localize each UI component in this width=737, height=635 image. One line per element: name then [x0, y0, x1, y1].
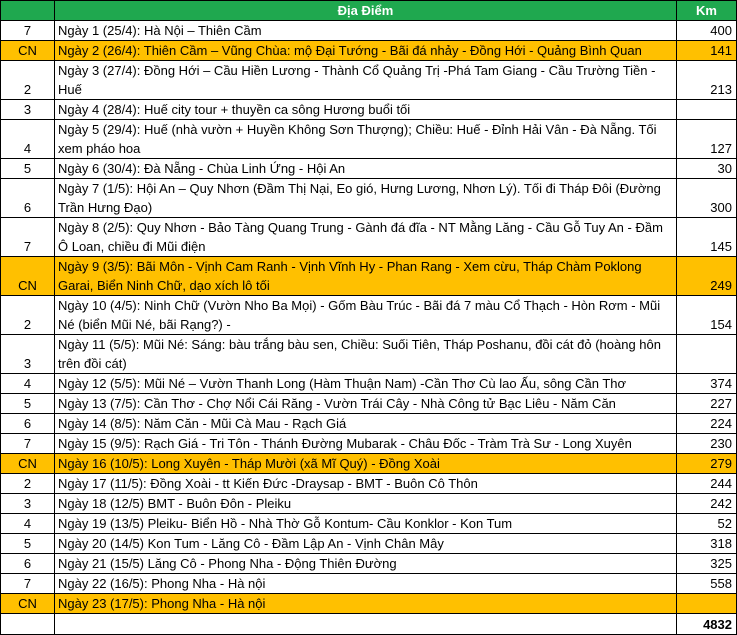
km-cell: 249 [677, 257, 737, 296]
place-cell: Ngày 16 (10/5): Long Xuyên - Tháp Mười (xã Mĩ Quý) - Đồng Xoài [55, 454, 677, 474]
km-cell: 127 [677, 120, 737, 159]
table-row [1, 120, 737, 159]
table-row [1, 554, 737, 574]
km-cell: 242 [677, 494, 737, 514]
day-cell: CN [1, 257, 55, 296]
day-cell: 5 [1, 534, 55, 554]
day-cell: 2 [1, 474, 55, 494]
km-cell [677, 100, 737, 120]
place-cell: Ngày 4 (28/4): Huế city tour + thuyền ca sông Hương buổi tối [55, 100, 677, 120]
place-cell: Ngày 15 (9/5): Rạch Giá - Tri Tôn - Thánh Đường Mubarak - Châu Đốc - Tràm Trà Sư - Long Xuyên [55, 434, 677, 454]
km-cell: 300 [677, 179, 737, 218]
table-row [1, 534, 737, 554]
place-cell: Ngày 20 (14/5) Kon Tum - Lăng Cô - Đầm Lập An - Vịnh Chân Mây [55, 534, 677, 554]
place-cell: Ngày 9 (3/5): Bãi Môn - Vịnh Cam Ranh - Vịnh Vĩnh Hy - Phan Rang - Xem cừu, Tháp Chàm Poklong Garai, Biển Ninh Chữ, dạo xích lô tối [55, 257, 677, 296]
day-cell: 7 [1, 21, 55, 41]
day-cell: CN [1, 594, 55, 614]
place-cell: Ngày 19 (13/5) Pleiku- Biển Hồ - Nhà Thờ Gỗ Kontum- Cầu Konklor - Kon Tum [55, 514, 677, 534]
table-row [1, 434, 737, 454]
table-row [1, 494, 737, 514]
table-row [1, 296, 737, 335]
table-row [1, 414, 737, 434]
km-cell: 145 [677, 218, 737, 257]
km-cell: 30 [677, 159, 737, 179]
day-cell: 5 [1, 394, 55, 414]
place-cell: Ngày 2 (26/4): Thiên Cầm – Vũng Chùa: mộ Đại Tướng - Bãi đá nhảy - Đồng Hới - Quảng Bình Quan [55, 41, 677, 61]
day-cell: 7 [1, 218, 55, 257]
km-cell: 154 [677, 296, 737, 335]
place-cell: Ngày 14 (8/5): Năm Căn - Mũi Cà Mau - Rạch Giá [55, 414, 677, 434]
place-cell: Ngày 10 (4/5): Ninh Chữ (Vườn Nho Ba Mọi) - Gốm Bàu Trúc - Bãi đá 7 màu Cổ Thạch - Hòn Rơm - Mũi Né (biển Mũi Né, bãi Rạng?) - [55, 296, 677, 335]
place-cell: Ngày 5 (29/4): Huế (nhà vườn + Huyền Không Sơn Thượng); Chiều: Huế - Đỉnh Hải Vân - Đà Nẵng. Tối xem pháo hoa [55, 120, 677, 159]
km-cell: 141 [677, 41, 737, 61]
table-row [1, 179, 737, 218]
place-cell: Ngày 22 (16/5): Phong Nha - Hà nội [55, 574, 677, 594]
place-cell: Ngày 8 (2/5): Quy Nhơn - Bảo Tàng Quang Trung - Gành đá đĩa - NT Mằng Lăng - Cầu Gỗ Tuy An - Đầm Ô Loan, chiều đi Mũi điện [55, 218, 677, 257]
table-row [1, 100, 737, 120]
place-cell: Ngày 18 (12/5) BMT - Buôn Đôn - Pleiku [55, 494, 677, 514]
km-cell: 558 [677, 574, 737, 594]
table-row [1, 218, 737, 257]
km-cell: 227 [677, 394, 737, 414]
km-cell: 374 [677, 374, 737, 394]
day-cell: 6 [1, 414, 55, 434]
table-row [1, 61, 737, 100]
place-cell: Ngày 1 (25/4): Hà Nội – Thiên Cầm [55, 21, 677, 41]
km-cell [677, 335, 737, 374]
table-row [1, 574, 737, 594]
km-cell: 318 [677, 534, 737, 554]
table-row [1, 474, 737, 494]
place-cell: Ngày 12 (5/5): Mũi Né – Vườn Thanh Long (Hàm Thuận Nam) -Cần Thơ Cù lao Ấu, sông Cần Thơ [55, 374, 677, 394]
km-cell: 325 [677, 554, 737, 574]
place-cell: Ngày 11 (5/5): Mũi Né: Sáng: bàu trắng bàu sen, Chiều: Suối Tiên, Tháp Poshanu, đồi cát đỏ (hoàng hôn trên đồi cát) [55, 335, 677, 374]
day-cell: CN [1, 41, 55, 61]
table-row [1, 394, 737, 414]
header-place: Địa Điểm [55, 1, 677, 21]
day-cell: 6 [1, 554, 55, 574]
table-row [1, 335, 737, 374]
place-cell: Ngày 6 (30/4): Đà Nẵng - Chùa Linh Ứng - Hội An [55, 159, 677, 179]
header-row [1, 1, 737, 21]
day-cell: 5 [1, 159, 55, 179]
place-cell: Ngày 23 (17/5): Phong Nha - Hà nội [55, 594, 677, 614]
km-cell: 279 [677, 454, 737, 474]
day-cell: 3 [1, 100, 55, 120]
day-cell: 4 [1, 120, 55, 159]
table-body [1, 21, 737, 614]
table-row [1, 514, 737, 534]
place-cell: Ngày 21 (15/5) Lăng Cô - Phong Nha - Động Thiên Đường [55, 554, 677, 574]
header-day [1, 1, 55, 21]
table-row [1, 454, 737, 474]
day-cell: 4 [1, 514, 55, 534]
day-cell: CN [1, 454, 55, 474]
km-cell [677, 594, 737, 614]
place-cell: Ngày 3 (27/4): Đồng Hới – Cầu Hiền Lương - Thành Cổ Quảng Trị -Phá Tam Giang - Cầu Trường Tiền - Huế [55, 61, 677, 100]
day-cell: 7 [1, 574, 55, 594]
day-cell: 3 [1, 335, 55, 374]
table-row [1, 374, 737, 394]
day-cell: 4 [1, 374, 55, 394]
header-km: Km [677, 1, 737, 21]
place-cell: Ngày 13 (7/5): Cần Thơ - Chợ Nổi Cái Răng - Vườn Trái Cây - Nhà Công tử Bạc Liêu - Năm Căn [55, 394, 677, 414]
km-cell: 213 [677, 61, 737, 100]
place-cell: Ngày 17 (11/5): Đồng Xoài - tt Kiến Đức -Draysap - BMT - Buôn Cô Thôn [55, 474, 677, 494]
day-cell: 6 [1, 179, 55, 218]
day-cell: 3 [1, 494, 55, 514]
total-km-cell: 4832 [677, 614, 737, 635]
km-cell: 244 [677, 474, 737, 494]
km-cell: 224 [677, 414, 737, 434]
day-cell: 2 [1, 296, 55, 335]
table-row [1, 594, 737, 614]
place-cell: Ngày 7 (1/5): Hội An – Quy Nhơn (Đầm Thị Nại, Eo gió, Hưng Lương, Nhơn Lý). Tối đi Tháp Đôi (Đường Trần Hưng Đạo) [55, 179, 677, 218]
day-cell: 7 [1, 434, 55, 454]
km-cell: 230 [677, 434, 737, 454]
km-cell: 52 [677, 514, 737, 534]
day-cell: 2 [1, 61, 55, 100]
table-row [1, 159, 737, 179]
km-cell: 400 [677, 21, 737, 41]
table-row [1, 257, 737, 296]
table-row [1, 21, 737, 41]
table-row [1, 41, 737, 61]
